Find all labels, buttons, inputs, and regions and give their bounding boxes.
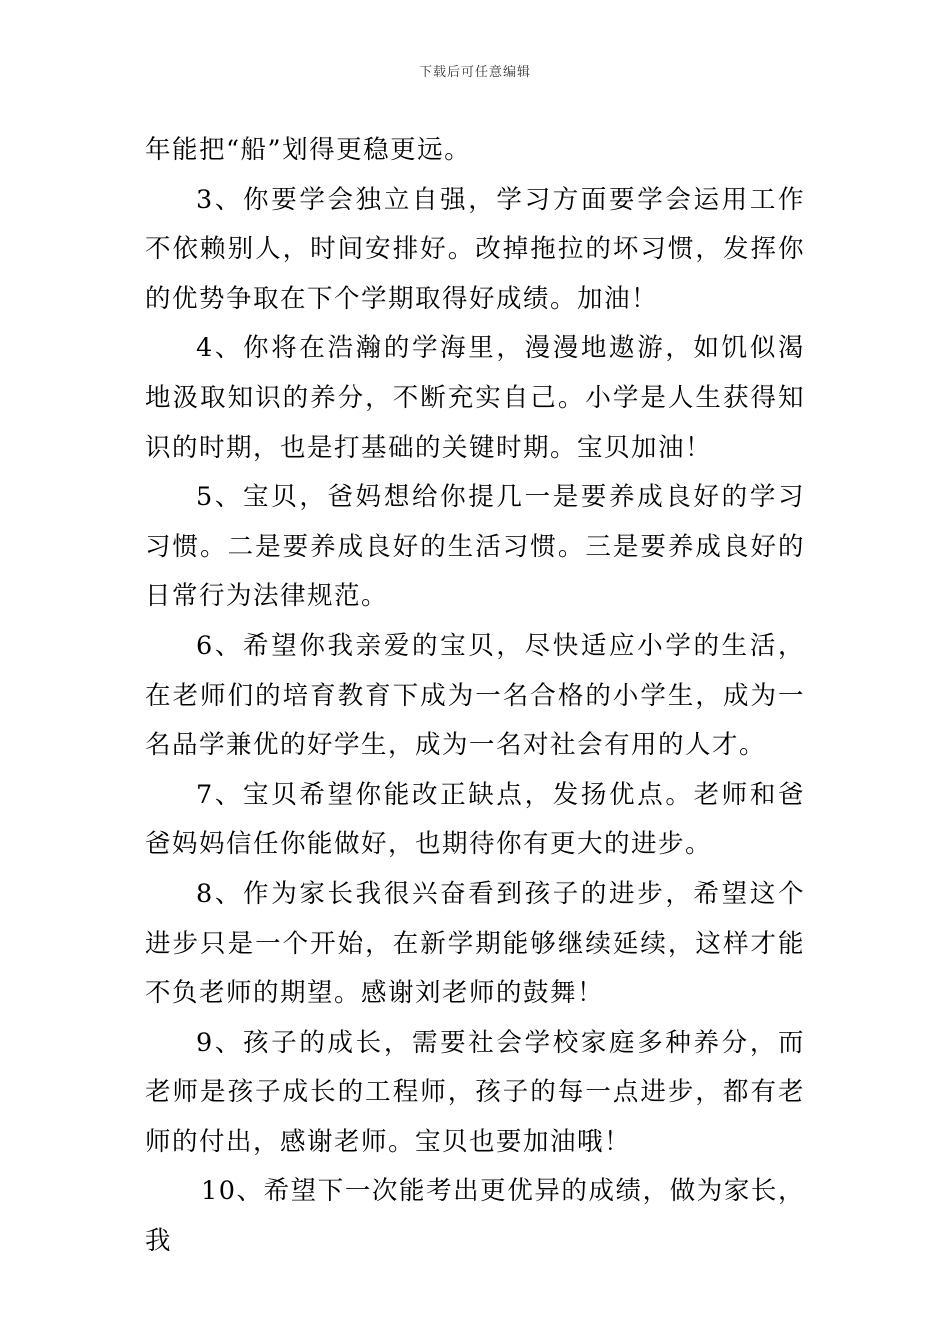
paragraph-4: 4、你将在浩瀚的学海里，漫漫地遨游，如饥似渴地汲取知识的养分，不断充实自己。小学是人生获得知识的时期，也是打基础的关键时期。宝贝加油！ <box>145 333 805 463</box>
paragraph-6: 6、希望你我亲爱的宝贝，尽快适应小学的生活，在老师们的培育教育下成为一名合格的小学生，成为一名品学兼优的好学生，成为一名对社会有用的人才。 <box>145 630 805 761</box>
document-body <box>145 126 805 1267</box>
paragraph-10: 10、希望下一次能考出更优异的成绩，做为家长，我 <box>145 1176 805 1257</box>
paragraph-3: 3、你要学会独立自强，学习方面要学会运用工作不依赖别人，时间安排好。改掉拖拉的坏习惯，发挥你的优势争取在下个学期取得好成绩。加油！ <box>145 184 805 314</box>
paragraph-continued: 年能把“船”划得更稳更远。 <box>145 135 472 165</box>
paragraph-9: 9、孩子的成长，需要社会学校家庭多种养分，而老师是孩子成长的工程师，孩子的每一点进步，都有老师的付出，感谢老师。宝贝也要加油哦！ <box>145 1027 805 1157</box>
page-header-note: 下载后可任意编辑 <box>418 65 531 80</box>
paragraph-5: 5、宝贝，爸妈想给你提几一是要养成良好的学习习惯。二是要养成良好的生活习惯。三是要养成良好的日常行为法律规范。 <box>145 482 805 612</box>
paragraph-8: 8、作为家长我很兴奋看到孩子的进步，希望这个进步只是一个开始，在新学期能够继续延续，这样才能不负老师的期望。感谢刘老师的鼓舞！ <box>145 878 805 1009</box>
paragraph-7: 7、宝贝希望你能改正缺点，发扬优点。老师和爸爸妈妈信任你能做好，也期待你有更大的进步。 <box>145 779 805 860</box>
